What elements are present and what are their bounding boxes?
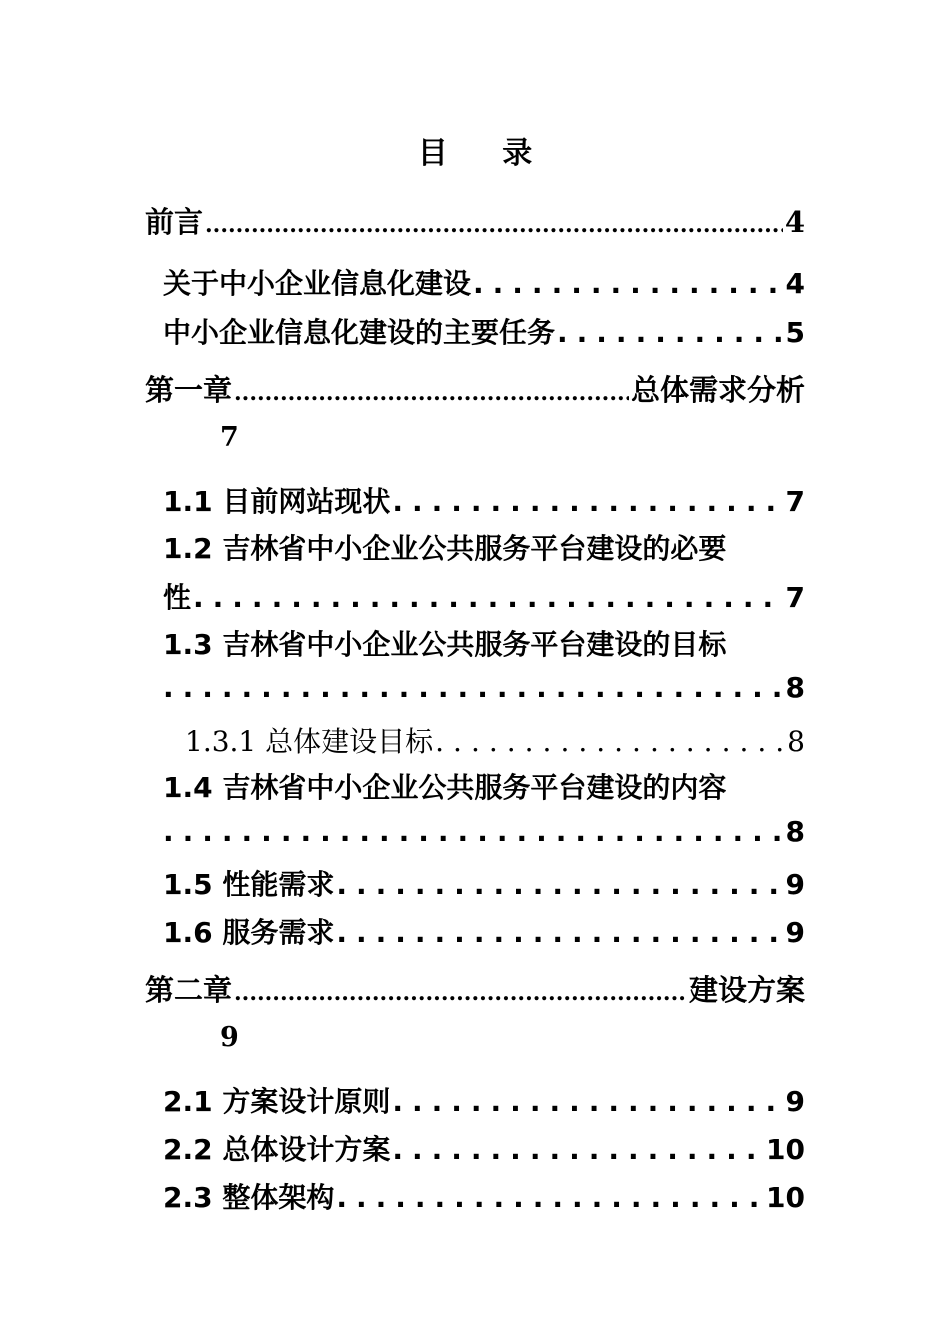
toc-entry-main-tasks[interactable]: [163, 311, 805, 351]
toc-label: 第一章: [145, 373, 233, 407]
toc-label: 1.1 目前网站现状: [163, 485, 391, 518]
toc-page: 8: [785, 815, 805, 848]
toc-entry-1-5[interactable]: [163, 863, 805, 903]
toc-entry-1-2[interactable]: [163, 576, 805, 616]
toc-leader: [163, 671, 786, 704]
toc-entry-chapter-1[interactable]: [145, 368, 805, 409]
toc-leader: [336, 916, 783, 949]
toc-entry-1-4[interactable]: [163, 815, 805, 848]
toc-label: 前言: [145, 205, 204, 239]
toc-leader: [163, 815, 786, 848]
toc-chapter-title: 总体需求分析: [630, 373, 805, 407]
toc-label: 性: [163, 581, 192, 614]
toc-page: 8: [787, 725, 805, 758]
toc-entry-1-6[interactable]: [163, 911, 805, 951]
toc-leader: [234, 980, 687, 1006]
toc-leader: [336, 868, 783, 901]
toc-label: 2.1 方案设计原则: [163, 1085, 391, 1118]
toc-entry-1-2-line1[interactable]: 1.2 吉林省中小企业公共服务平台建设的必要: [163, 532, 727, 565]
page-title: 目 录: [417, 136, 555, 171]
toc-page: 9: [785, 868, 805, 901]
toc-page: 9: [785, 916, 805, 949]
toc-label: 2.2 总体设计方案: [163, 1133, 391, 1166]
toc-entry-preface[interactable]: [145, 200, 805, 241]
toc-page: 7: [785, 581, 805, 614]
toc-leader: [557, 316, 784, 349]
toc-page: 9: [220, 1022, 239, 1053]
toc-label: 1.5 性能需求: [163, 868, 335, 901]
toc-leader: [392, 485, 783, 518]
toc-page: 4: [785, 267, 805, 300]
toc-page: 10: [766, 1181, 805, 1214]
toc-label: 第二章: [145, 973, 233, 1007]
toc-page: 5: [785, 316, 805, 349]
toc-entry-1-1[interactable]: [163, 480, 805, 520]
toc-page: 10: [766, 1133, 805, 1166]
toc-leader: [435, 725, 785, 758]
toc-chapter-title: 建设方案: [688, 973, 805, 1007]
toc-label: 2.3 整体架构: [163, 1181, 335, 1214]
toc-leader: [205, 212, 783, 238]
toc-page: 4: [784, 205, 805, 239]
toc-leader: [193, 581, 784, 614]
toc-page: 9: [785, 1085, 805, 1118]
toc-label: 中小企业信息化建设的主要任务: [163, 316, 556, 349]
toc-page: 8: [785, 671, 805, 704]
toc-entry-1-3-1[interactable]: [185, 720, 805, 760]
toc-label: 关于中小企业信息化建设: [163, 267, 472, 300]
toc-page: 7: [785, 485, 805, 518]
toc-leader: [392, 1133, 764, 1166]
toc-entry-1-4-line1[interactable]: 1.4 吉林省中小企业公共服务平台建设的内容: [163, 771, 727, 804]
toc-leader: [473, 267, 784, 300]
toc-label: 1.6 服务需求: [163, 916, 335, 949]
toc-entry-2-3[interactable]: [163, 1176, 805, 1216]
toc-entry-about[interactable]: [163, 262, 805, 302]
toc-leader: [392, 1085, 783, 1118]
toc-entry-chapter-2[interactable]: [145, 968, 805, 1009]
toc-page: 7: [220, 422, 239, 453]
toc-leader: [234, 380, 629, 406]
toc-entry-1-3-line1[interactable]: 1.3 吉林省中小企业公共服务平台建设的目标: [163, 628, 727, 661]
toc-entry-1-3[interactable]: [163, 671, 805, 704]
toc-label: 1.3.1 总体建设目标: [185, 725, 434, 758]
toc-leader: [336, 1181, 764, 1214]
toc-entry-2-1[interactable]: [163, 1080, 805, 1120]
toc-entry-2-2[interactable]: [163, 1128, 805, 1168]
